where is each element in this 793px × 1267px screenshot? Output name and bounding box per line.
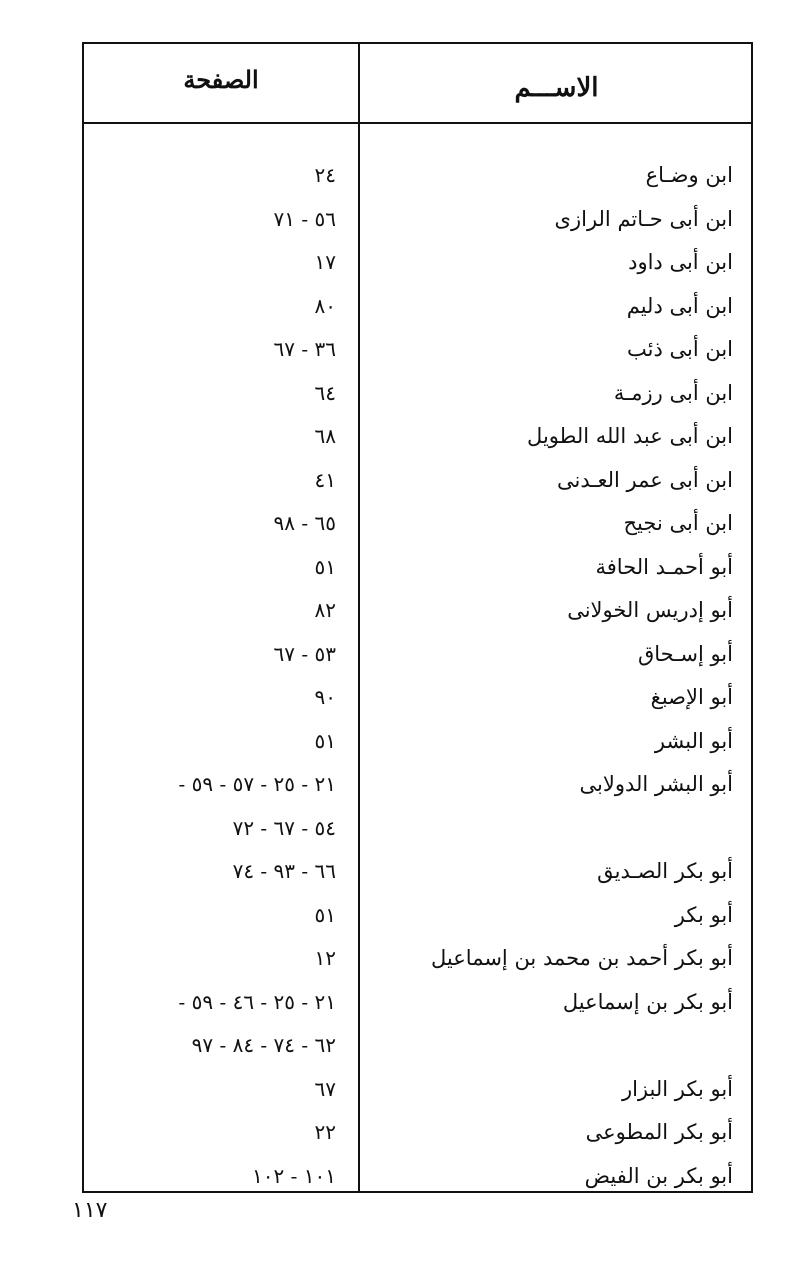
entry-name: ابن أبى رزمـة	[613, 380, 733, 405]
index-row	[84, 1155, 751, 1199]
entry-name: أبو بكر بن إسماعيل	[562, 989, 733, 1014]
entry-pages: ٦٦ - ٩٣ - ٧٤	[232, 859, 336, 883]
entry-pages: ٩٠	[314, 685, 336, 709]
index-row	[84, 807, 751, 851]
entry-pages: ٦٧	[314, 1076, 336, 1101]
index-row	[84, 676, 751, 720]
entry-pages: ١٠١ - ١٠٢	[252, 1163, 336, 1188]
index-row	[84, 154, 751, 198]
page-number: ١١٧	[72, 1198, 108, 1223]
entry-name: أبو البشر الدولابى	[579, 772, 733, 796]
entry-name: أبو أحمـد الحافة	[595, 554, 733, 579]
index-row	[84, 372, 751, 416]
entry-name: أبو إسـحاق	[637, 641, 733, 666]
entry-name: ابن أبى دليم	[626, 293, 733, 318]
entry-pages: ٨٠	[314, 293, 336, 318]
index-row	[84, 546, 751, 590]
index-row	[84, 1024, 751, 1068]
header-name: الاســـم	[514, 73, 599, 103]
entry-name: أبو الإصبغ	[650, 685, 733, 709]
entry-name: أبو بكر أحمد بن محمد بن إسماعيل	[431, 946, 733, 970]
index-row	[84, 589, 751, 633]
entry-pages: ١٢	[314, 946, 336, 970]
entry-name: ابن أبى داود	[628, 250, 733, 274]
entry-pages: ٥٤ - ٦٧ - ٧٢	[232, 815, 336, 840]
entry-pages: ٦٨	[314, 424, 336, 448]
index-row	[84, 1111, 751, 1155]
index-table	[82, 42, 753, 1193]
index-row	[84, 633, 751, 677]
index-row	[84, 502, 751, 546]
entry-name: ابن أبى ذئب	[626, 337, 733, 361]
index-row	[84, 285, 751, 329]
entry-pages: ٢١ - ٢٥ - ٥٧ - ٥٩ -	[178, 772, 336, 796]
entry-name: أبو بكر البزار	[621, 1076, 733, 1101]
index-row	[84, 894, 751, 938]
entry-name: ابن أبى نجيح	[623, 511, 733, 535]
entry-pages: ١٧	[314, 250, 336, 274]
entry-name: ابن أبى عبد الله الطويل	[527, 424, 733, 448]
entry-pages: ٢٢	[314, 1120, 336, 1144]
entry-pages: ٥١	[314, 554, 336, 579]
entry-name: أبو بكر بن الفيض	[584, 1163, 733, 1188]
index-row	[84, 763, 751, 807]
index-row	[84, 415, 751, 459]
entry-pages: ٨٢	[314, 598, 336, 622]
entry-name: ابن أبى عمر العـدنى	[556, 467, 733, 492]
entry-pages: ٥٣ - ٦٧	[273, 641, 336, 666]
entry-pages: ٦٢ - ٧٤ - ٨٤ - ٩٧	[191, 1033, 336, 1057]
index-row	[84, 937, 751, 981]
index-row	[84, 328, 751, 372]
entry-name: أبو بكر الصـديق	[597, 859, 733, 883]
header-rule	[84, 122, 751, 124]
index-row	[84, 981, 751, 1025]
index-row	[84, 198, 751, 242]
entry-pages: ٥٦ - ٧١	[273, 206, 336, 231]
entry-name: أبو بكر المطوعى	[585, 1120, 733, 1144]
entry-pages: ٢٤	[314, 163, 336, 187]
index-rows	[84, 154, 751, 1198]
entry-pages: ٦٤	[314, 380, 336, 405]
index-row	[84, 1068, 751, 1112]
entry-pages: ٤١	[314, 467, 336, 492]
entry-name: ابن وضـاع	[645, 163, 733, 187]
entry-pages: ٥١	[314, 902, 336, 927]
index-row	[84, 241, 751, 285]
entry-name: أبو البشر	[654, 728, 733, 753]
entry-name: ابن أبى حـاتم الرازى	[554, 206, 733, 231]
entry-pages: ٥١	[314, 728, 336, 753]
entry-pages: ٢١ - ٢٥ - ٤٦ - ٥٩ -	[178, 989, 336, 1014]
index-row	[84, 850, 751, 894]
index-row	[84, 459, 751, 503]
index-row	[84, 720, 751, 764]
entry-name: أبو إدريس الخولانى	[567, 598, 733, 622]
entry-pages: ٣٦ - ٦٧	[273, 337, 336, 361]
entry-pages: ٦٥ - ٩٨	[273, 511, 336, 535]
header-pages: الصفحة	[183, 64, 259, 94]
entry-name: أبو بكر	[674, 902, 733, 927]
